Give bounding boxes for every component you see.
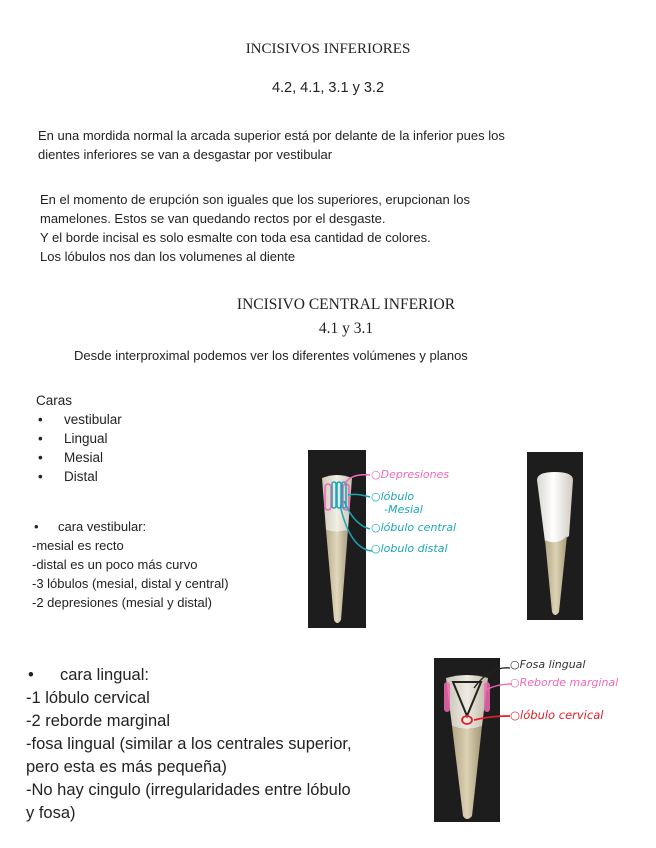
list-item: • Mesial: [36, 448, 122, 467]
label-mesial: -Mesial: [384, 503, 423, 516]
list-item: • Lingual: [36, 429, 122, 448]
lingual-block: [26, 664, 352, 825]
intro-paragraph-2: [40, 190, 470, 266]
caras-list: [36, 410, 122, 486]
lingual-heading: • cara lingual:: [28, 666, 149, 684]
label-lobulo-cervical: ○lóbulo cervical: [510, 708, 604, 722]
text-line: En una mordida normal la arcada superior está por delante de la inferior pues los: [38, 128, 505, 143]
label-lobulo: ○lóbulo: [371, 490, 415, 503]
text-line: -mesial es recto: [32, 538, 124, 553]
page-title: INCISIVOS INFERIORES: [245, 41, 411, 57]
list-item: • vestibular: [36, 410, 122, 429]
caras-label: Caras: [36, 393, 73, 408]
text-line: mamelones. Estos se van quedando rectos por el desgaste.: [40, 211, 386, 226]
list-item: • Distal: [36, 467, 122, 486]
intro-paragraph-1: [38, 126, 505, 164]
label-lobulo-distal: ○lobulo distal: [371, 542, 448, 555]
text-line: Los lóbulos nos dan los volumenes al diente: [40, 249, 296, 264]
text-line: y fosa): [26, 804, 76, 822]
text-line: -distal es un poco más curvo: [32, 557, 198, 572]
section-title: INCISIVO CENTRAL INFERIOR: [236, 296, 456, 313]
text-line: En el momento de erupción son iguales que los superiores, erupcionan los: [40, 192, 470, 207]
tooth-interproximal-icon: [527, 452, 583, 620]
vestibular-block: [32, 517, 229, 612]
text-line: -2 reborde marginal: [26, 712, 170, 730]
caras-block: [36, 391, 122, 486]
label-depresiones: ○Depresiones: [371, 468, 450, 481]
section-numbers: 4.1 y 3.1: [318, 320, 374, 337]
text-line: -2 depresiones (mesial y distal): [32, 595, 212, 610]
text-line: -fosa lingual (similar a los centrales superior,: [26, 735, 352, 753]
interproximal-tooth-photo: [527, 452, 583, 620]
text-line: -No hay cingulo (irregularidades entre lóbulo: [26, 781, 351, 799]
text-line: dientes inferiores se van a desgastar por vestibular: [38, 147, 333, 162]
label-lobulo-central: ○lóbulo central: [371, 521, 457, 534]
section-subtitle: Desde interproximal podemos ver los diferentes volúmenes y planos: [74, 348, 468, 363]
text-line: Y el borde incisal es solo esmalte con toda esa cantidad de colores.: [40, 230, 431, 245]
label-reborde-marginal: ○Reborde marginal: [510, 676, 619, 689]
label-fosa-lingual: ○Fosa lingual: [510, 658, 586, 671]
lingual-leader-lines: [470, 660, 514, 724]
vestibular-heading: • cara vestibular:: [34, 519, 147, 534]
text-line: pero esta es más pequeña): [26, 758, 227, 776]
text-line: -1 lóbulo cervical: [26, 689, 150, 707]
text-line: -3 lóbulos (mesial, distal y central): [32, 576, 229, 591]
tooth-numbers: 4.2, 4.1, 3.1 y 3.2: [271, 80, 385, 96]
